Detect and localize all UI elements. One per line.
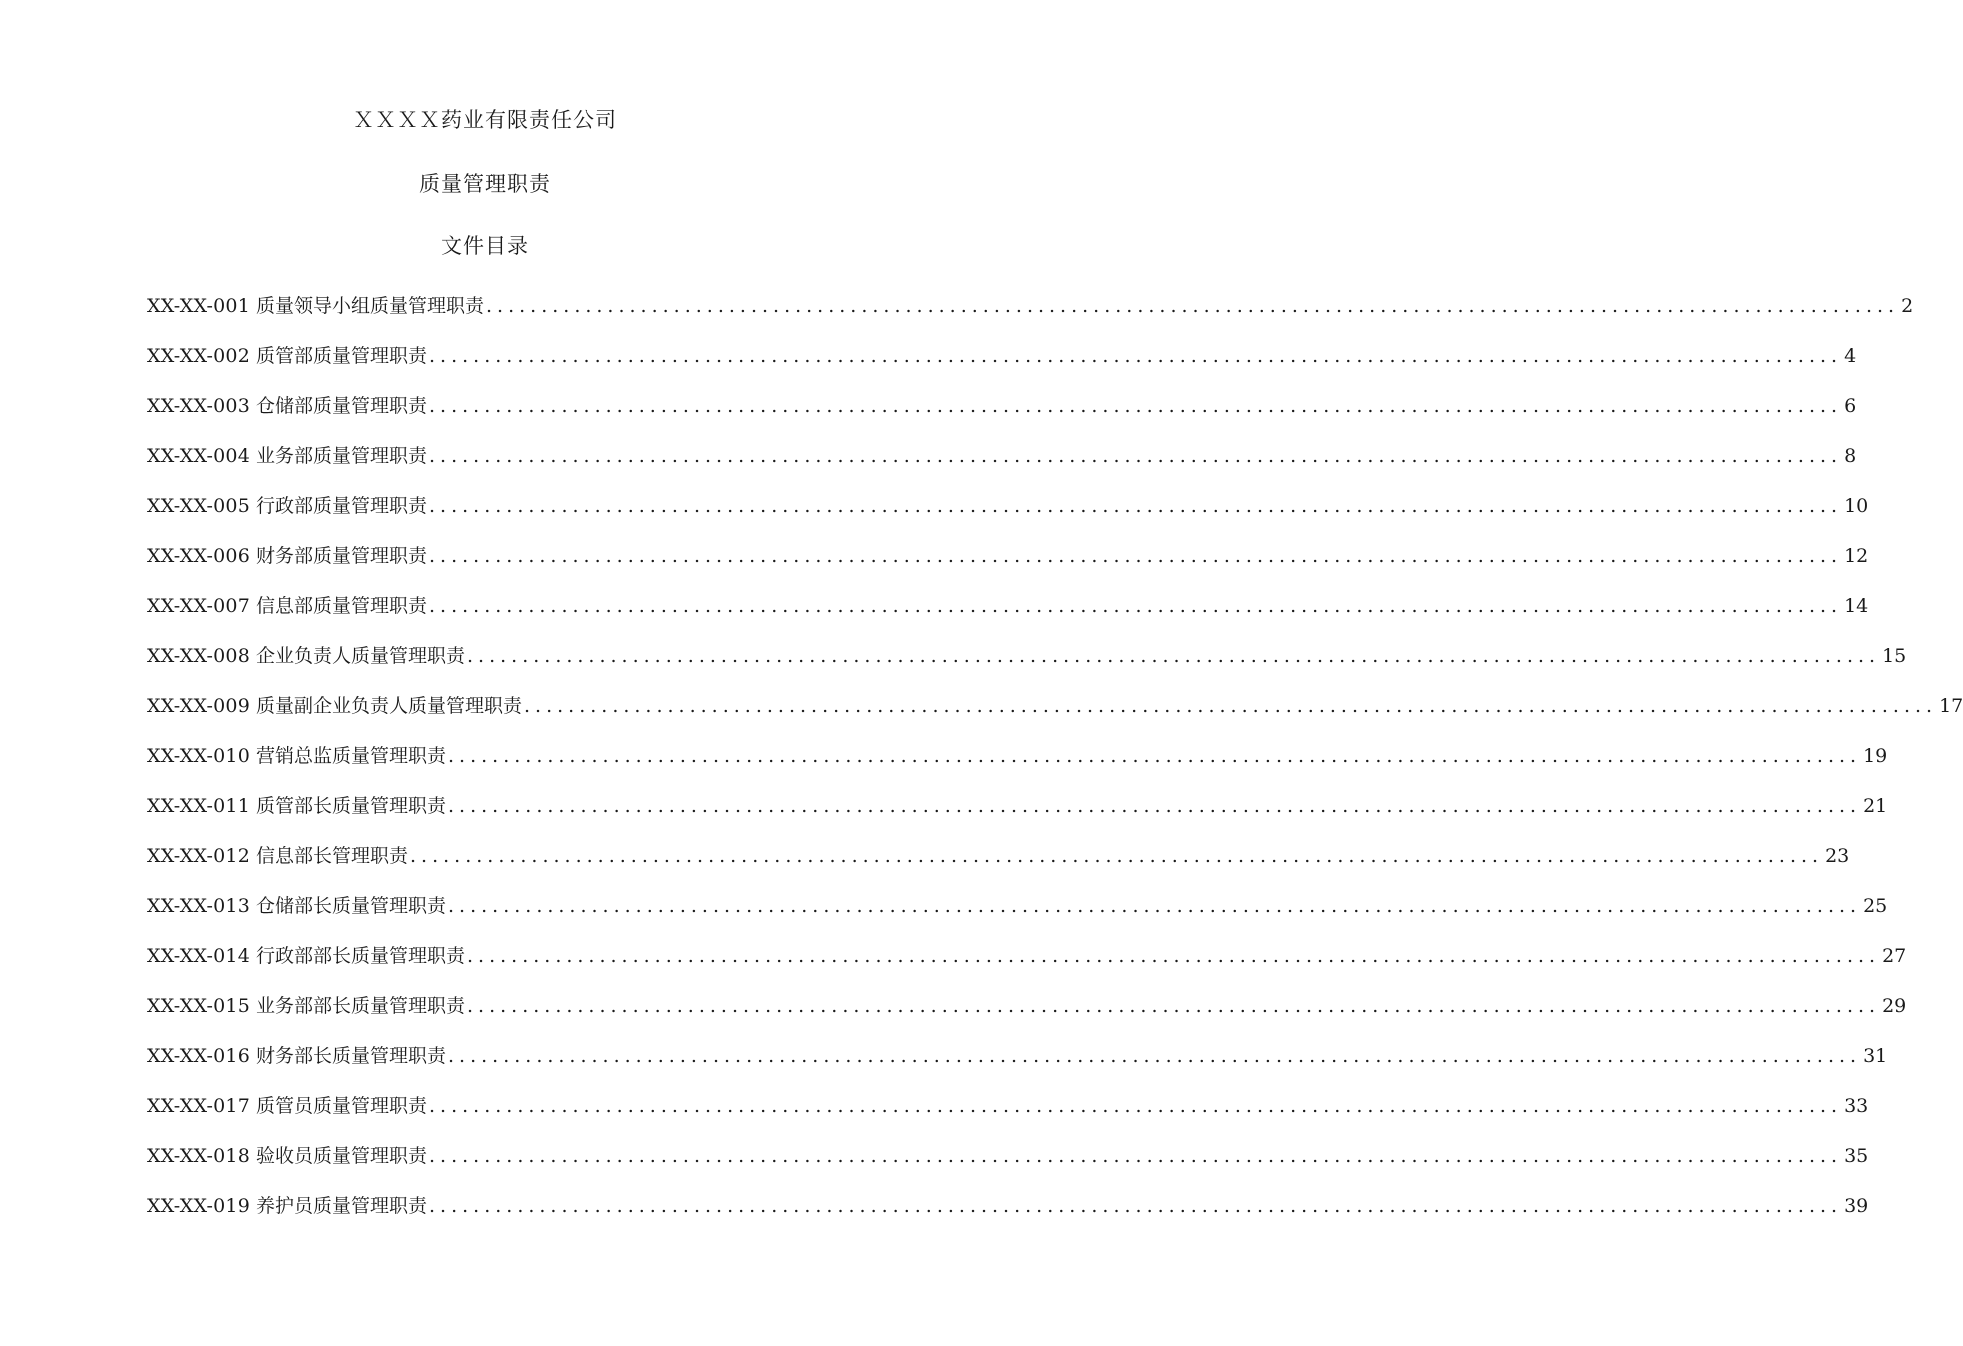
toc-entry[interactable]: [147, 690, 1963, 740]
toc-entry-page-number: 23: [1825, 845, 1850, 867]
toc-entry-title: 业务部部长质量管理职责: [255, 995, 465, 1017]
toc-leader-dots: ................................................................................................................................: [429, 1095, 1843, 1117]
toc-heading: 文件目录: [441, 234, 529, 258]
toc-entry-page-number: 4: [1844, 345, 1857, 367]
toc-entry[interactable]: [147, 290, 1914, 340]
company-name: ＸＸＸＸ药业有限责任公司: [353, 108, 617, 132]
toc-entry[interactable]: [147, 990, 1907, 1040]
toc-entry-page-number: 39: [1844, 1195, 1869, 1217]
toc-leader-dots: ................................................................................................................................: [448, 795, 1862, 817]
toc-entry-page-number: 8: [1844, 445, 1857, 467]
toc-entry-title: 质量副企业负责人质量管理职责: [255, 695, 522, 717]
toc-entry-code: XX-XX-018: [147, 1145, 250, 1167]
toc-leader-dots: ................................................................................................................................: [486, 295, 1900, 317]
toc-entry[interactable]: [147, 1040, 1888, 1090]
toc-entry[interactable]: [147, 540, 1869, 590]
toc-entry-page-number: 25: [1863, 895, 1888, 917]
toc-entry-code: XX-XX-010: [147, 745, 250, 767]
toc-entry-page-number: 2: [1901, 295, 1914, 317]
toc-entry[interactable]: [147, 740, 1888, 790]
toc-entry-code: XX-XX-019: [147, 1195, 250, 1217]
toc-entry-title: 质管部长质量管理职责: [255, 795, 446, 817]
toc-entry-code: XX-XX-017: [147, 1095, 250, 1117]
toc-entry-code: XX-XX-005: [147, 495, 250, 517]
toc-entry-page-number: 29: [1882, 995, 1907, 1017]
toc-leader-dots: ................................................................................................................................: [448, 895, 1862, 917]
toc-entry-page-number: 12: [1844, 545, 1869, 567]
toc-entry-page-number: 19: [1863, 745, 1888, 767]
toc-entry[interactable]: [147, 1090, 1869, 1140]
toc-entry[interactable]: [147, 1190, 1869, 1240]
toc-entry-title: 行政部部长质量管理职责: [255, 945, 465, 967]
toc-entry-title: 信息部长管理职责: [255, 845, 408, 867]
toc-entry-code: XX-XX-002: [147, 345, 250, 367]
toc-leader-dots: ................................................................................................................................: [448, 745, 1862, 767]
toc-leader-dots: ................................................................................................................................: [467, 995, 1881, 1017]
toc-leader-dots: ................................................................................................................................: [467, 945, 1881, 967]
toc-entry-page-number: 15: [1882, 645, 1907, 667]
toc-leader-dots: ................................................................................................................................: [429, 545, 1843, 567]
toc-leader-dots: ................................................................................................................................: [448, 1045, 1862, 1067]
toc-entry-title: 行政部质量管理职责: [255, 495, 427, 517]
toc-leader-dots: ................................................................................................................................: [524, 695, 1938, 717]
toc-leader-dots: ................................................................................................................................: [429, 495, 1843, 517]
toc-entry[interactable]: [147, 790, 1888, 840]
toc-entry-code: XX-XX-006: [147, 545, 250, 567]
toc-entry-code: XX-XX-004: [147, 445, 250, 467]
toc-entry-code: XX-XX-013: [147, 895, 250, 917]
toc-entry[interactable]: [147, 890, 1888, 940]
toc-leader-dots: ................................................................................................................................: [429, 1195, 1843, 1217]
toc-entry-page-number: 21: [1863, 795, 1888, 817]
toc-entry[interactable]: [147, 340, 1857, 390]
toc-entry[interactable]: [147, 490, 1869, 540]
toc-entry-title: 质管部质量管理职责: [255, 345, 427, 367]
toc-entry-title: 仓储部长质量管理职责: [255, 895, 446, 917]
toc-leader-dots: ................................................................................................................................: [429, 345, 1843, 367]
toc-leader-dots: ................................................................................................................................: [429, 395, 1843, 417]
toc-entry-page-number: 6: [1844, 395, 1857, 417]
table-of-contents: [147, 290, 1963, 1240]
toc-entry-title: 企业负责人质量管理职责: [255, 645, 465, 667]
toc-entry-code: XX-XX-011: [147, 795, 250, 817]
toc-entry-page-number: 33: [1844, 1095, 1869, 1117]
toc-entry-code: XX-XX-016: [147, 1045, 250, 1067]
toc-leader-dots: ................................................................................................................................: [467, 645, 1881, 667]
toc-entry[interactable]: [147, 390, 1857, 440]
toc-leader-dots: ................................................................................................................................: [429, 1145, 1843, 1167]
toc-entry-title: 验收员质量管理职责: [255, 1145, 427, 1167]
toc-leader-dots: ................................................................................................................................: [410, 845, 1824, 867]
document-subtitle: 质量管理职责: [419, 172, 551, 196]
toc-entry[interactable]: [147, 640, 1907, 690]
toc-entry-page-number: 27: [1882, 945, 1907, 967]
toc-entry-title: 养护员质量管理职责: [255, 1195, 427, 1217]
toc-entry-code: XX-XX-003: [147, 395, 250, 417]
toc-entry-title: 财务部质量管理职责: [255, 545, 427, 567]
toc-leader-dots: ................................................................................................................................: [429, 595, 1843, 617]
toc-entry-page-number: 10: [1844, 495, 1869, 517]
toc-entry-page-number: 35: [1844, 1145, 1869, 1167]
toc-entry[interactable]: [147, 1140, 1869, 1190]
toc-entry-title: 业务部质量管理职责: [255, 445, 427, 467]
toc-entry-code: XX-XX-012: [147, 845, 250, 867]
toc-entry[interactable]: [147, 940, 1907, 990]
toc-leader-dots: ................................................................................................................................: [429, 445, 1843, 467]
toc-entry-page-number: 17: [1939, 695, 1963, 717]
toc-entry-code: XX-XX-007: [147, 595, 250, 617]
toc-entry-code: XX-XX-001: [147, 295, 250, 317]
toc-entry[interactable]: [147, 590, 1869, 640]
toc-entry-code: XX-XX-014: [147, 945, 250, 967]
toc-entry-title: 仓储部质量管理职责: [255, 395, 427, 417]
toc-entry-code: XX-XX-015: [147, 995, 250, 1017]
toc-entry-page-number: 31: [1863, 1045, 1888, 1067]
toc-entry-title: 营销总监质量管理职责: [255, 745, 446, 767]
toc-entry[interactable]: [147, 440, 1857, 490]
toc-entry-code: XX-XX-008: [147, 645, 250, 667]
toc-entry-code: XX-XX-009: [147, 695, 250, 717]
toc-entry-title: 质管员质量管理职责: [255, 1095, 427, 1117]
toc-entry-title: 财务部长质量管理职责: [255, 1045, 446, 1067]
toc-entry-page-number: 14: [1844, 595, 1869, 617]
toc-entry-title: 质量领导小组质量管理职责: [255, 295, 484, 317]
toc-entry-title: 信息部质量管理职责: [255, 595, 427, 617]
toc-entry[interactable]: [147, 840, 1850, 890]
